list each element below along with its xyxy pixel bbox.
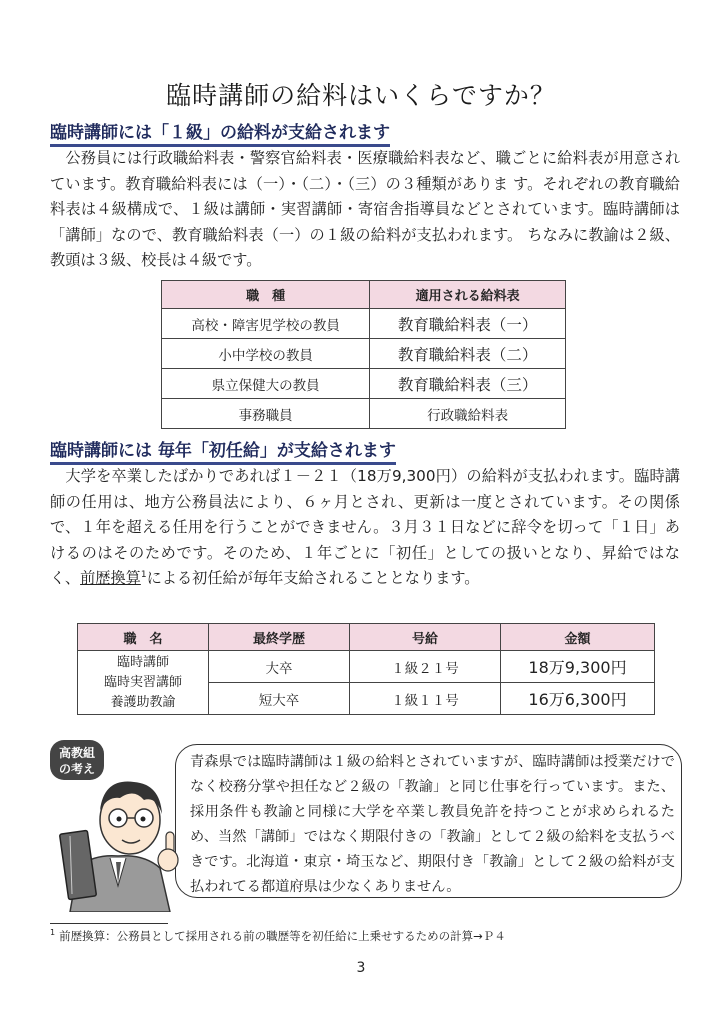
footnote-mark: 1 — [50, 928, 56, 938]
footnote-text: 前歴換算：公務員として採用される前の職歴等を初任給に上乗せするための計算→Ｐ４ — [59, 929, 506, 943]
table2-cell: 短大卒 — [209, 683, 350, 715]
footnote-divider — [50, 923, 168, 924]
teacher-illustration — [48, 736, 188, 912]
page-number: 3 — [356, 960, 366, 976]
table2-cell: １級１１号 — [350, 683, 501, 715]
section2-text-before: 大学を卒業したばかりであれば１－２１（18万9,300円）の給料が支払われます。臨時講師の任用は、地方公務員法により、６ヶ月とされ、更新は一度とされています。その関係で、１年を超える任用を行うことができません。３月３１日などに辞令を切って「１日」あけるのはそのためです。そのため、１年ごとに「初任」としての扱いとなり、昇給ではなく、 — [50, 467, 680, 587]
table1-cell: 行政職給料表 — [370, 399, 566, 429]
table1-cell: 事務職員 — [162, 399, 370, 429]
table1-cell: 高校・障害児学校の教員 — [162, 309, 370, 339]
table1-cell: 教育職給料表（二） — [370, 339, 566, 369]
table1-header-job: 職 種 — [162, 281, 370, 309]
table-row — [162, 399, 566, 429]
badge-line2: の考え — [58, 762, 96, 776]
table1-cell: 県立保健大の教員 — [162, 369, 370, 399]
salary-table-type — [161, 280, 566, 429]
footnote — [50, 928, 506, 944]
table1-header-scale: 適用される給料表 — [370, 281, 566, 309]
table2-header-education: 最終学歴 — [209, 624, 350, 651]
table1-cell: 教育職給料表（三） — [370, 369, 566, 399]
page-title: 臨時講師の給料はいくらですか？ — [166, 81, 556, 110]
table2-cell: 大卒 — [209, 651, 350, 683]
section2-heading: 臨時講師には 毎年「初任給」が支給されます — [50, 436, 396, 465]
section2-paragraph — [50, 464, 680, 592]
table2-header-title: 職 名 — [78, 624, 209, 651]
callout-text: 青森県では臨時講師は１級の給料とされていますが、臨時講師は授業だけでなく校務分掌や担任など２級の「教諭」と同じ仕事を行っています。また、採用条件も教諭と同様に大学を卒業し教員免許を持つことが求められるため、当然「講師」ではなく期限付きの「教諭」として２級の給料を支払うべきです。北海道・東京・埼玉など、期限付き「教諭」として２級の給料が支払われてる都道府県は少なくありません。 — [190, 754, 675, 895]
table-row — [162, 309, 566, 339]
table2-cell: １級２１号 — [350, 651, 501, 683]
footnote-ref: 1 — [140, 569, 147, 580]
table1-cell: 教育職給料表（一） — [370, 309, 566, 339]
section1-paragraph: 公務員には行政職給料表・警察官給料表・医療職給料表など、職ごとに給料表が用意されています。教育職給料表には（一）・（二）・（三）の３種類がありま す。それぞれの教育職給料表は４級構成で、１級は講師・実習講師・寄宿舎指導員などとされています。臨時講師は「講師」なので、教育職給料表（一）の１級の給料が支払われます。 ちなみに教諭は２級、教頭は３級、校長は４級です。 — [50, 149, 680, 269]
job-titles-cell — [78, 651, 209, 715]
section2-text-after: による初任給が毎年支給されることとなります。 — [146, 569, 480, 587]
table2-header-amount: 金額 — [501, 624, 655, 651]
table2-cell: 18万9,300円 — [501, 651, 655, 683]
job-title: 臨時実習講師 — [103, 674, 182, 690]
table-row — [162, 369, 566, 399]
salary-table-amount — [77, 623, 655, 715]
table-row — [78, 651, 655, 683]
table-row — [162, 339, 566, 369]
badge-line1: 高教組 — [58, 746, 96, 760]
table2-header-grade: 号給 — [350, 624, 501, 651]
job-title: 養護助教諭 — [110, 694, 176, 710]
section1-heading: 臨時講師には「１級」の給料が支給されます — [50, 118, 390, 147]
table1-cell: 小中学校の教員 — [162, 339, 370, 369]
table2-cell: 16万6,300円 — [501, 683, 655, 715]
prior-career-term: 前歴換算 — [80, 569, 141, 587]
job-title: 臨時講師 — [116, 654, 169, 670]
